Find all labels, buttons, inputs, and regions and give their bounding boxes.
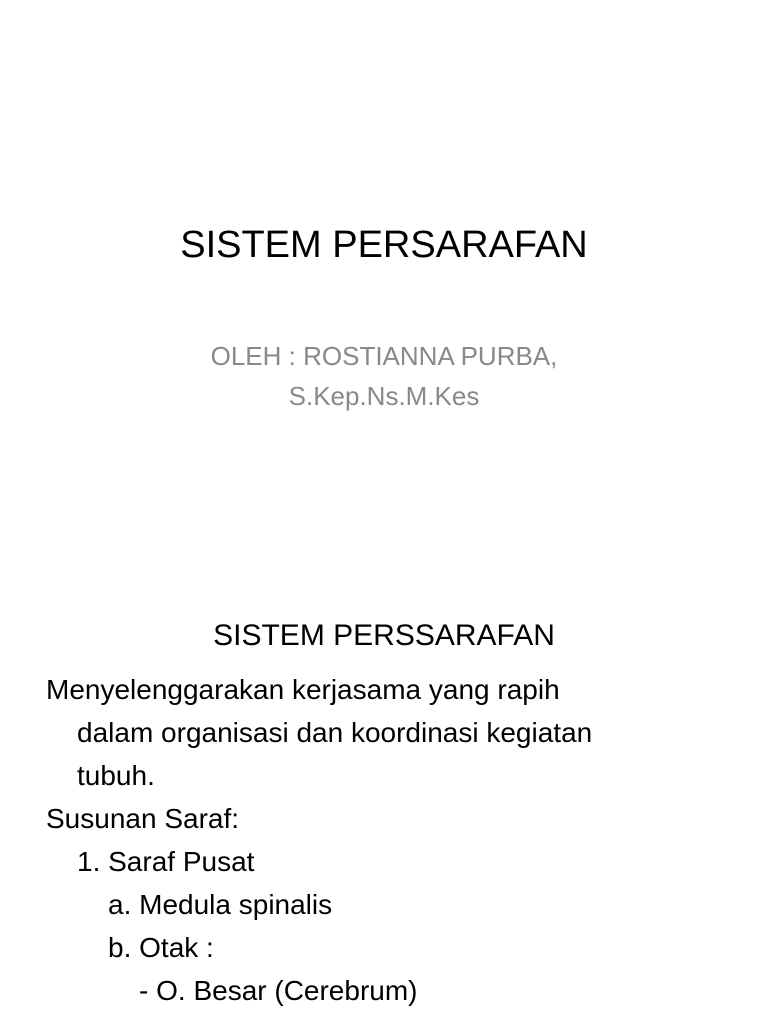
list-item: a. Medula spinalis bbox=[108, 889, 333, 920]
list-item: - O. Besar (Cerebrum) bbox=[139, 975, 418, 1006]
paragraph-line-3: tubuh. bbox=[77, 760, 155, 791]
slide-title: SISTEM PERSARAFAN bbox=[180, 224, 588, 266]
subtitle-line-2: S.Kep.Ns.M.Kes bbox=[288, 381, 480, 411]
slide-title: SISTEM PERSSARAFAN bbox=[213, 619, 555, 652]
section-heading: Susunan Saraf: bbox=[46, 803, 240, 834]
slide-subtitle bbox=[0, 336, 768, 416]
list-item: b. Otak : bbox=[108, 932, 214, 963]
slide-body bbox=[46, 668, 746, 1012]
paragraph-line-2: dalam organisasi dan koordinasi kegiatan bbox=[77, 717, 593, 748]
list-item: 1. Saraf Pusat bbox=[77, 846, 255, 877]
slide-2 bbox=[0, 576, 768, 1024]
paragraph-line-1: Menyelenggarakan kerjasama yang rapih bbox=[46, 674, 560, 705]
subtitle-line-1: OLEH : ROSTIANNA PURBA, bbox=[210, 341, 558, 371]
